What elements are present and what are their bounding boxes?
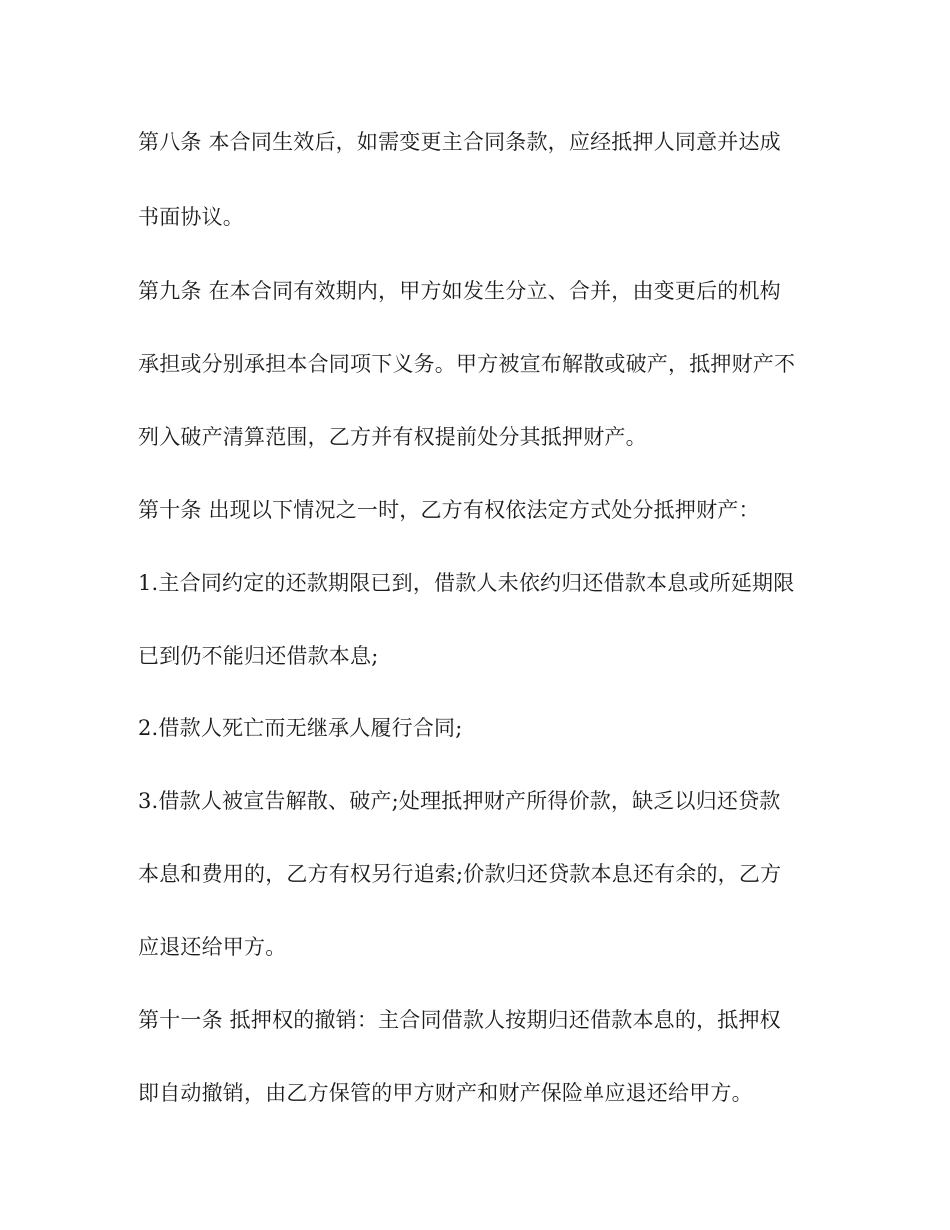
text-line: 3.借款人被宣告解散、破产;处理抵押财产所得价款，缺乏以归还贷款 (138, 789, 781, 813)
text-line: 第九条 在本合同有效期内，甲方如发生分立、合并，由变更后的机构 (138, 279, 781, 303)
text-line: 承担或分别承担本合同项下义务。甲方被宣布解散或破产，抵押财产不 (138, 352, 796, 376)
text-line: 已到仍不能归还借款本息; (138, 644, 379, 668)
text-line: 第十一条 抵押权的撤销：主合同借款人按期归还借款本息的，抵押权 (138, 1008, 781, 1032)
text-line: 第十条 出现以下情况之一时，乙方有权依法定方式处分抵押财产： (138, 498, 760, 522)
text-line: 2.借款人死亡而无继承人履行合同; (138, 716, 463, 740)
text-line: 即自动撤销，由乙方保管的甲方财产和财产保险单应退还给甲方。 (138, 1081, 753, 1105)
text-line: 列入破产清算范围，乙方并有权提前处分其抵押财产。 (138, 425, 647, 449)
text-line: 1.主合同约定的还款期限已到，借款人未依约归还借款本息或所延期限 (138, 571, 795, 595)
text-line: 第八条 本合同生效后，如需变更主合同条款，应经抵押人同意并达成 (138, 130, 781, 154)
text-line: 书面协议。 (138, 205, 244, 229)
text-line: 本息和费用的，乙方有权另行追索;价款归还贷款本息还有余的，乙方 (138, 862, 782, 886)
text-line: 应退还给甲方。 (138, 935, 287, 959)
